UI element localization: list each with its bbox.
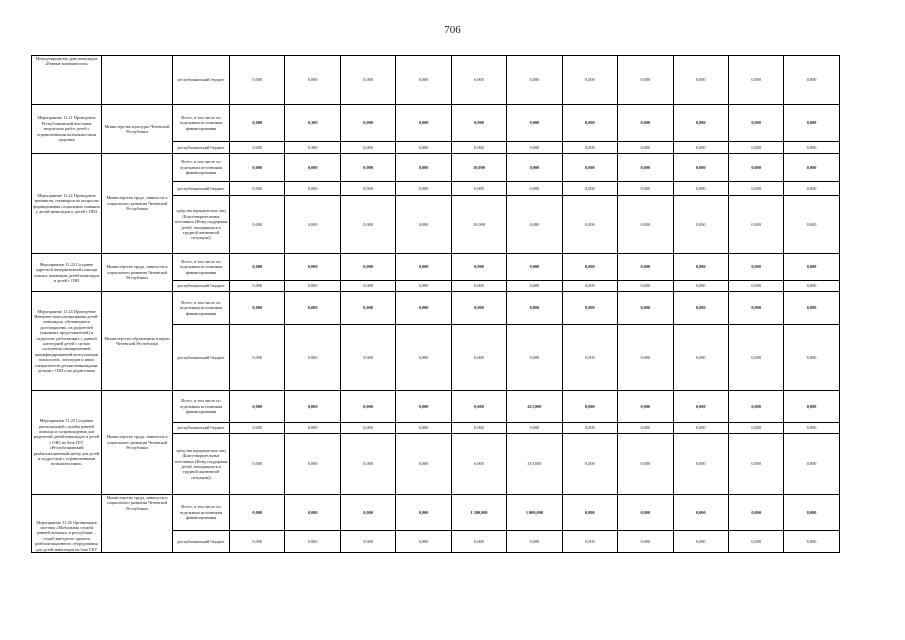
value-cell: 0,000	[562, 105, 617, 142]
value-cell: 0,000	[451, 254, 506, 281]
value-cell: 0,000	[230, 154, 285, 182]
value-cell: 0,000	[618, 281, 673, 292]
activity-cell: Мероприятие 11.25 Создание региональной службы ранней помощи и сопровождения для родителей детей-инвалидов и детей с ОВЗ на базе ГБУ «Республиканский реабилитационный центр для детей и подростков с ограниченными возможностями»	[32, 391, 102, 495]
value-cell: 0,000	[396, 391, 451, 423]
value-cell: 0,000	[784, 495, 839, 531]
funding-source-cell: республиканский бюджет	[173, 423, 230, 434]
value-cell: 0,000	[673, 105, 728, 142]
value-cell: 0,000	[673, 281, 728, 292]
value-cell: 0,000	[562, 281, 617, 292]
value-cell: 0,000	[784, 182, 839, 196]
value-cell: 0,000	[728, 182, 783, 196]
funding-source-cell: республиканский бюджет	[173, 142, 230, 154]
value-cell: 0,000	[562, 495, 617, 531]
table-row	[32, 154, 840, 182]
value-cell: 0,000	[618, 154, 673, 182]
value-cell: 0,000	[230, 391, 285, 423]
value-cell: 0,000	[340, 292, 395, 325]
value-cell: 0,000	[507, 154, 562, 182]
value-cell: 0,000	[728, 196, 783, 254]
value-cell: 0,000	[618, 325, 673, 391]
table-row	[32, 391, 840, 423]
value-cell: 0,000	[340, 182, 395, 196]
funding-source-cell: средства юридических лиц (Благотворительные источники (Фонд поддержки детей, находящихся в трудной жизненной ситуации))	[173, 196, 230, 254]
value-cell: 0,000	[673, 531, 728, 553]
value-cell: 0,000	[618, 531, 673, 553]
value-cell: 0,000	[728, 495, 783, 531]
value-cell: 0,000	[507, 325, 562, 391]
value-cell: 0,000	[396, 495, 451, 531]
table-row	[32, 56, 840, 105]
value-cell: 0,000	[340, 281, 395, 292]
executor-cell: Министерство труда, занятости и социального развития Чеченской Республики	[102, 495, 173, 553]
value-cell: 0,000	[285, 254, 340, 281]
value-cell: 0,000	[340, 531, 395, 553]
value-cell: 0,000	[230, 531, 285, 553]
value-cell: 0,000	[451, 423, 506, 434]
executor-cell: Министерство культуры Чеченской Республики	[102, 105, 173, 154]
executor-cell: Министерство труда, занятости и социального развития Чеченской Республики	[102, 391, 173, 495]
value-cell: 0,000	[507, 423, 562, 434]
activity-cell: Мероприятие 11.26 Организация системы «Мобильная служба ранней помощи» в республике – служб выездного проката реабилитационного оборудования для детей-инвалидов на базе ГБУ	[32, 495, 102, 553]
value-cell: 0,000	[784, 292, 839, 325]
value-cell: 0,000	[285, 391, 340, 423]
executor-cell: Министерство труда, занятости и социального развития Чеченской Республики	[102, 154, 173, 254]
value-cell: 0,000	[285, 196, 340, 254]
value-cell: 0,000	[673, 325, 728, 391]
value-cell: 1 000,000	[507, 495, 562, 531]
value-cell: 0,000	[451, 434, 506, 495]
value-cell: 0,000	[285, 182, 340, 196]
value-cell: 0,000	[507, 105, 562, 142]
executor-cell: Министерство труда, занятости и социального развития Чеченской Республики	[102, 254, 173, 292]
funding-source-cell: Всего, в том числе по отдельным источникам финансирования	[173, 391, 230, 423]
value-cell: 0,000	[230, 254, 285, 281]
value-cell: 0,000	[396, 142, 451, 154]
funding-source-cell: Всего, в том числе по отдельным источникам финансирования	[173, 292, 230, 325]
value-cell: 0,000	[396, 196, 451, 254]
value-cell: 0,000	[230, 196, 285, 254]
value-cell: 0,000	[784, 154, 839, 182]
value-cell: 0,000	[784, 531, 839, 553]
value-cell: 0,000	[618, 56, 673, 105]
value-cell: 0,000	[728, 254, 783, 281]
value-cell: 0,000	[340, 254, 395, 281]
value-cell: 0,000	[784, 105, 839, 142]
finance-table	[31, 55, 840, 553]
value-cell: 0,000	[784, 56, 839, 105]
value-cell: 0,000	[285, 154, 340, 182]
value-cell: 0,000	[396, 434, 451, 495]
value-cell: 0,000	[728, 56, 783, 105]
value-cell: 0,000	[230, 292, 285, 325]
value-cell: 0,000	[230, 105, 285, 142]
value-cell: 0,000	[562, 531, 617, 553]
value-cell: 0,000	[618, 434, 673, 495]
value-cell: 0,000	[562, 154, 617, 182]
value-cell: 0,000	[507, 254, 562, 281]
value-cell: 0,000	[562, 196, 617, 254]
value-cell: 0,000	[285, 325, 340, 391]
value-cell: 0,000	[784, 142, 839, 154]
value-cell: 0,000	[728, 142, 783, 154]
value-cell: 0,000	[507, 56, 562, 105]
value-cell: 0,000	[451, 142, 506, 154]
value-cell: 0,000	[451, 292, 506, 325]
table-row	[32, 292, 840, 325]
value-cell: 10,000	[451, 196, 506, 254]
value-cell: 0,000	[396, 154, 451, 182]
value-cell: 0,000	[340, 196, 395, 254]
value-cell: 0,000	[285, 434, 340, 495]
value-cell: 0,000	[784, 325, 839, 391]
value-cell: 413,000	[507, 434, 562, 495]
table-row	[32, 105, 840, 142]
value-cell: 0,000	[451, 325, 506, 391]
funding-source-cell: республиканский бюджет	[173, 182, 230, 196]
funding-source-cell: республиканский бюджет	[173, 325, 230, 391]
value-cell: 0,000	[618, 105, 673, 142]
value-cell: 0,000	[285, 531, 340, 553]
value-cell: 0,000	[396, 254, 451, 281]
value-cell: 0,000	[673, 254, 728, 281]
value-cell: 0,000	[673, 154, 728, 182]
value-cell: 0,000	[562, 254, 617, 281]
executor-cell: Министерство образования и науки Чеченской Республики	[102, 292, 173, 391]
value-cell: 0,000	[507, 196, 562, 254]
value-cell: 0,000	[673, 142, 728, 154]
activity-cell: Мероприятие 11.24 Проведение Интернет-консультирования детей-инвалидов, обучающихся дистанционно, их родителей (законных представителей) и педагогов, работающих с данной категорией детей с целью получения своевременной квалифицированной консультации психологов, логопедов и иных специалистов детьми-инвалидами, детьми с ОВЗ и их родителями	[32, 292, 102, 391]
value-cell: 0,000	[340, 325, 395, 391]
activity-cell: Мероприятие 11.22 Проведение тренингов, семинаров по вопросам формирования социальных навыков у детей-инвалидов и детей с ОВЗ	[32, 154, 102, 254]
funding-source-cell: Всего, в том числе по отдельным источникам финансирования	[173, 254, 230, 281]
value-cell: 0,000	[230, 142, 285, 154]
value-cell: 0,000	[451, 182, 506, 196]
value-cell: 0,000	[451, 105, 506, 142]
value-cell: 0,000	[396, 182, 451, 196]
executor-cell	[102, 56, 173, 105]
value-cell: 0,000	[728, 423, 783, 434]
table-row	[32, 495, 840, 531]
value-cell: 0,000	[784, 391, 839, 423]
funding-source-cell: республиканский бюджет	[173, 56, 230, 105]
funding-source-cell: республиканский бюджет	[173, 531, 230, 553]
value-cell: 0,000	[285, 292, 340, 325]
value-cell: 0,000	[673, 182, 728, 196]
funding-source-cell: Всего, в том числе по отдельным источникам финансирования	[173, 105, 230, 142]
value-cell: 0,000	[562, 391, 617, 423]
value-cell: 0,000	[451, 281, 506, 292]
value-cell: 10,000	[451, 154, 506, 182]
value-cell: 0,000	[618, 495, 673, 531]
table-row	[32, 254, 840, 281]
value-cell: 0,000	[562, 423, 617, 434]
value-cell: 0,000	[340, 423, 395, 434]
value-cell: 0,000	[396, 105, 451, 142]
value-cell: 0,000	[507, 531, 562, 553]
value-cell: 0,000	[728, 281, 783, 292]
value-cell: 0,000	[673, 423, 728, 434]
value-cell: 0,000	[396, 531, 451, 553]
activity-cell: Международному дню инвалидов «Равные возможности»	[32, 56, 102, 105]
value-cell: 0,000	[728, 105, 783, 142]
value-cell: 0,000	[285, 423, 340, 434]
value-cell: 0,000	[507, 142, 562, 154]
value-cell: 0,000	[618, 196, 673, 254]
value-cell: 0,000	[340, 495, 395, 531]
value-cell: 0,000	[618, 182, 673, 196]
value-cell: 0,000	[784, 423, 839, 434]
value-cell: 1 300,000	[451, 495, 506, 531]
value-cell: 0,000	[507, 182, 562, 196]
value-cell: 0,000	[340, 56, 395, 105]
value-cell: 0,000	[451, 531, 506, 553]
value-cell: 0,000	[562, 325, 617, 391]
funding-source-cell: республиканский бюджет	[173, 281, 230, 292]
value-cell: 0,000	[728, 531, 783, 553]
value-cell: 0,000	[507, 292, 562, 325]
value-cell: 0,000	[728, 325, 783, 391]
funding-source-cell: Всего, в том числе по отдельным источникам финансирования	[173, 495, 230, 531]
value-cell: 0,000	[673, 292, 728, 325]
value-cell: 0,000	[340, 105, 395, 142]
value-cell: 0,000	[618, 423, 673, 434]
value-cell: 0,000	[562, 56, 617, 105]
value-cell: 0,000	[562, 292, 617, 325]
value-cell: 0,000	[673, 56, 728, 105]
value-cell: 0,000	[673, 391, 728, 423]
value-cell: 0,000	[673, 196, 728, 254]
value-cell: 0,000	[562, 182, 617, 196]
value-cell: 413,000	[507, 391, 562, 423]
value-cell: 0,000	[784, 434, 839, 495]
funding-source-cell: средства юридических лиц (Благотворительные источники (Фонд поддержки детей, находящихся в трудной жизненной ситуации))	[173, 434, 230, 495]
value-cell: 0,000	[285, 495, 340, 531]
value-cell: 0,000	[451, 391, 506, 423]
value-cell: 0,000	[230, 281, 285, 292]
value-cell: 0,000	[784, 281, 839, 292]
value-cell: 0,000	[673, 434, 728, 495]
value-cell: 0,000	[451, 56, 506, 105]
value-cell: 0,000	[340, 142, 395, 154]
value-cell: 0,000	[340, 391, 395, 423]
value-cell: 0,000	[396, 56, 451, 105]
value-cell: 0,000	[396, 281, 451, 292]
value-cell: 0,000	[784, 196, 839, 254]
value-cell: 0,000	[728, 391, 783, 423]
value-cell: 0,000	[340, 154, 395, 182]
page-number: 706	[444, 24, 461, 36]
value-cell: 0,000	[396, 292, 451, 325]
value-cell: 0,300	[285, 142, 340, 154]
value-cell: 0,000	[618, 391, 673, 423]
value-cell: 0,000	[230, 495, 285, 531]
value-cell: 0,000	[728, 154, 783, 182]
value-cell: 0,000	[230, 423, 285, 434]
value-cell: 0,000	[618, 142, 673, 154]
value-cell: 0,000	[728, 434, 783, 495]
value-cell: 0,000	[618, 254, 673, 281]
value-cell: 0,000	[230, 56, 285, 105]
value-cell: 0,000	[285, 56, 340, 105]
value-cell: 0,000	[562, 434, 617, 495]
value-cell: 0,000	[285, 281, 340, 292]
activity-cell: Мероприятие 11.23 Создание адресной интерактивной помощи семьям, имеющим детей-инвалидов и детей с ОВЗ	[32, 254, 102, 292]
value-cell: 0,000	[396, 325, 451, 391]
value-cell: 0,000	[230, 182, 285, 196]
value-cell: 0,000	[562, 142, 617, 154]
value-cell: 0,000	[784, 254, 839, 281]
funding-source-cell: Всего, в том числе по отдельным источникам финансирования	[173, 154, 230, 182]
activity-cell: Мероприятие 11.21 Проведение Республиканской выставки творческих работ детей с ограниченными возможностями здоровья	[32, 105, 102, 154]
value-cell: 0,000	[507, 281, 562, 292]
value-cell: 0,000	[728, 292, 783, 325]
value-cell: 0,300	[285, 105, 340, 142]
value-cell: 0,000	[673, 495, 728, 531]
value-cell: 0,000	[230, 434, 285, 495]
value-cell: 0,000	[230, 325, 285, 391]
value-cell: 0,000	[340, 434, 395, 495]
value-cell: 0,000	[396, 423, 451, 434]
value-cell: 0,000	[618, 292, 673, 325]
